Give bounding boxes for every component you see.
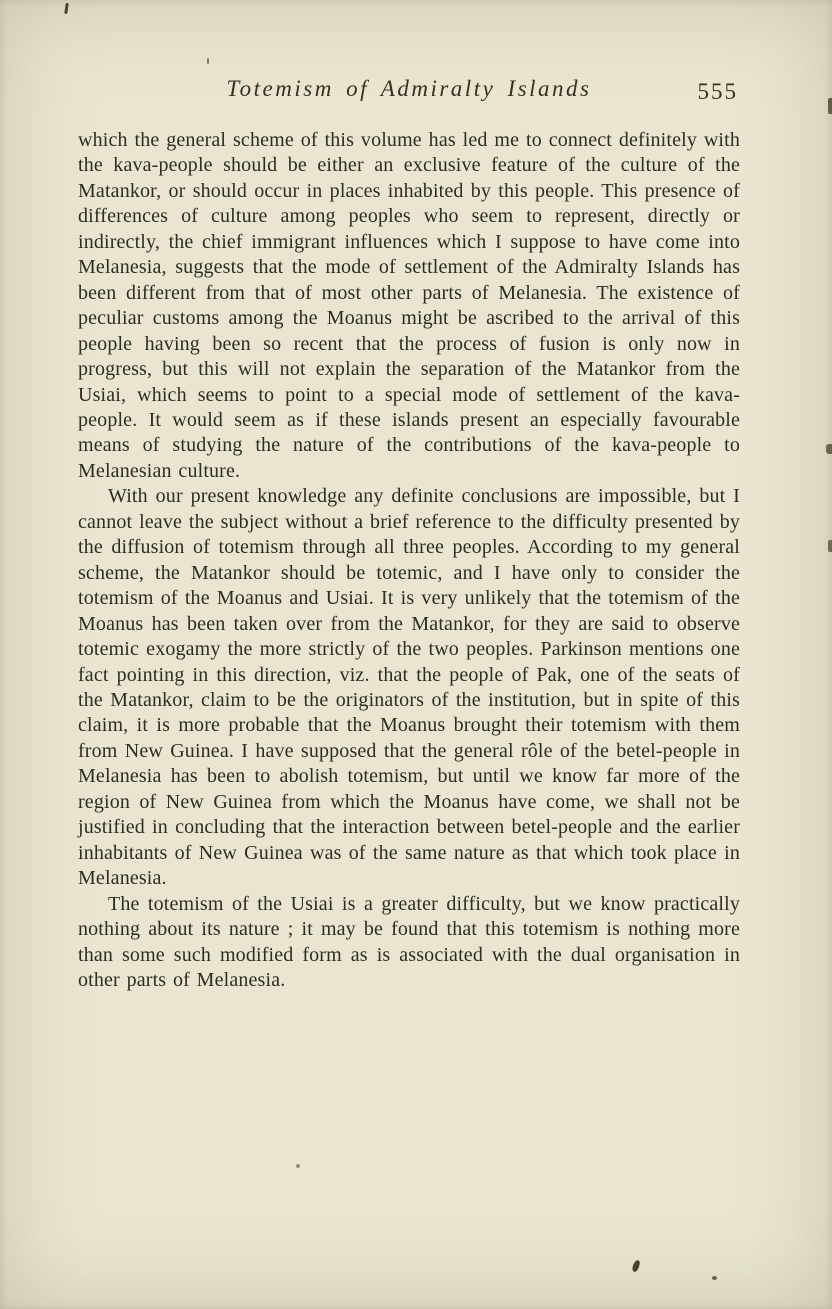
paragraph-2: With our present knowledge any definite conclusions are impossible, but I cannot leave the subject without a brief reference to the difficulty presented by the diffusion of totemism through all three peoples. According to my general scheme, the Matankor should be totemic, and I have only to consider the totemism of the Moanus and Usiai. It is very unlikely that the totemism of the Moanus has been taken over from the Matankor, for they are said to observe totemic exogamy the more strictly of the two peoples. Parkinson mentions one fact pointing in this direction, viz. that the people of Pak, one of the seats of the Matankor, claim to be the originators of the institution, but in spite of this claim, it is more probable that the Moanus brought their totemism with them from New Guinea. I have supposed that the general rôle of the betel-people in Melanesia has been to abolish totemism, but until we know far more of the region of New Guinea from which the Moanus have come, we shall not be justified in concluding that the interaction between betel-people and the earlier inhabitants of New Guinea was of the same nature as that which took place in Melanesia. <box>78 485 740 890</box>
paragraph-1: which the general scheme of this volume has led me to connect definitely with the kava-people should be either an exclusive feature of the culture of the Matankor, or should occur in places inhabited by this people. This presence of differences of culture among peoples who seem to represent, directly or indirectly, the chief immigrant influences which I suppose to have come into Melanesia, suggests that the mode of settlement of the Admiralty Islands has been different from that of most other parts of Melanesia. The existence of peculiar customs among the Moanus might be ascribed to the arrival of this people having been so recent that the process of fusion is only now in progress, but this will not explain the separation of the Matankor from the Usiai, which seems to point to a special mode of settlement of the kava-people. It would seem as if these islands present an especially favourable means of studying the nature of the contributions of the kava-people to Melanesian culture. <box>78 129 740 482</box>
scan-artifact <box>828 98 832 114</box>
page-content <box>78 76 740 993</box>
scan-artifact <box>296 1164 300 1168</box>
scan-artifact <box>826 444 832 454</box>
paragraph-3: The totemism of the Usiai is a greater difficulty, but we know practically nothing about its nature ; it may be found that this totemism is nothing more than some such modified form as is associated with the dual organisation in other parts of Melanesia. <box>78 892 740 991</box>
scan-artifact <box>631 1259 640 1272</box>
scan-artifact <box>64 3 69 14</box>
running-head-title: Totemism of Admiralty Islands <box>226 76 592 101</box>
scan-artifact <box>207 58 209 64</box>
scan-artifact <box>828 540 832 552</box>
scan-artifact <box>712 1276 717 1280</box>
running-head <box>78 76 740 110</box>
page-number: 555 <box>697 79 738 104</box>
